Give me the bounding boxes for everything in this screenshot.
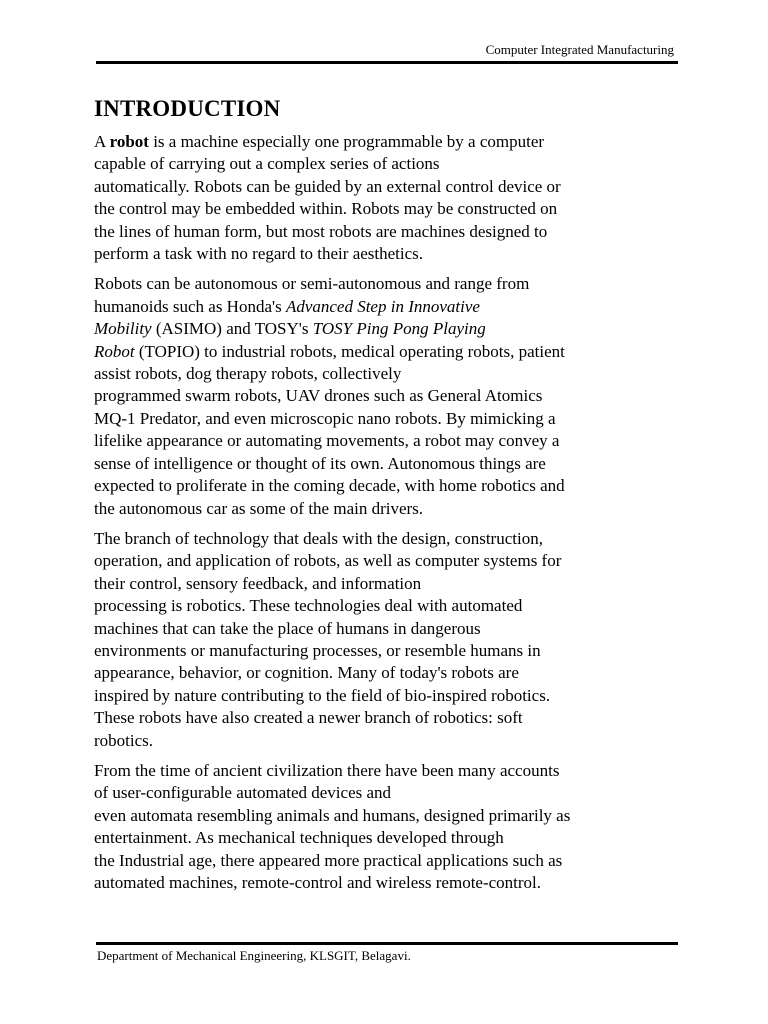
body-text [94, 131, 676, 894]
paragraph-robot-history [94, 760, 676, 894]
text-line: These robots have also created a newer branch of robotics: soft [94, 708, 523, 728]
text-line: (ASIMO) and TOSY's [151, 319, 313, 339]
paragraph-robot-types [94, 273, 676, 519]
text-line: processing is robotics. These technologies deal with automated [94, 596, 523, 616]
header-rule [96, 61, 678, 64]
text-line: the autonomous car as some of the main drivers. [94, 498, 424, 518]
footer-rule [96, 942, 678, 945]
text-line: (TOPIO) to industrial robots, medical operating robots, patient [134, 341, 565, 361]
text-line: From the time of ancient civilization there have been many accounts [94, 760, 560, 780]
text-line: lifelike appearance or automating movements, a robot may convey a [94, 431, 560, 451]
text-line: Robots can be autonomous or semi-autonomous and range from [94, 274, 530, 294]
paragraph-robotics-branch [94, 528, 676, 752]
text-line: is a machine especially one programmable by a computer [148, 132, 545, 151]
text-line: humanoids such as Honda's [94, 296, 286, 316]
text-line: operation, and application of robots, as well as computer systems for [94, 551, 562, 571]
term-robot: robot [109, 132, 149, 151]
text-line: MQ-1 Predator, and even microscopic nano robots. By mimicking a [94, 408, 556, 428]
text-line: environments or manufacturing processes, or resemble humans in [94, 640, 541, 660]
italic-term: Robot [94, 341, 135, 361]
text-line: programmed swarm robots, UAV drones such as General Atomics [94, 386, 543, 406]
text-line: even automata resembling animals and humans, designed primarily as [94, 805, 571, 825]
paragraph-robot-definition [94, 131, 676, 265]
italic-term: Advanced Step in Innovative [285, 296, 480, 316]
text-line: their control, sensory feedback, and information [94, 573, 422, 593]
text-line: perform a task with no regard to their aesthetics. [94, 244, 424, 264]
text-line: automatically. Robots can be guided by an external control device or [94, 176, 561, 196]
text-line: entertainment. As mechanical techniques developed through [94, 828, 504, 848]
header-running-title: Computer Integrated Manufacturing [485, 42, 674, 57]
text-line: appearance, behavior, or cognition. Many of today's robots are [94, 663, 519, 683]
text-line: machines that can take the place of humans in dangerous [94, 618, 481, 638]
text-line: A [94, 132, 110, 151]
text-line: capable of carrying out a complex series of actions [94, 154, 440, 174]
text-line: automated machines, remote-control and wireless remote-control. [94, 873, 542, 892]
text-line: assist robots, dog therapy robots, collectively [94, 364, 402, 384]
italic-term: Mobility [94, 319, 152, 339]
text-line: of user-configurable automated devices and [94, 783, 392, 803]
text-line: the control may be embedded within. Robots may be constructed on [94, 199, 558, 219]
text-line: sense of intelligence or thought of its own. Autonomous things are [94, 453, 546, 473]
italic-term: TOSY Ping Pong Playing [312, 319, 486, 339]
section-title: INTRODUCTION [94, 96, 281, 121]
text-line: the Industrial age, there appeared more practical applications such as [94, 850, 563, 870]
text-line: robotics. [94, 730, 154, 750]
text-line: the lines of human form, but most robots are machines designed to [94, 221, 548, 241]
footer-text: Department of Mechanical Engineering, KLSGIT, Belagavi. [97, 948, 411, 963]
text-line: inspired by nature contributing to the field of bio-inspired robotics. [94, 685, 551, 705]
text-line: expected to proliferate in the coming decade, with home robotics and [94, 476, 565, 496]
text-line: The branch of technology that deals with the design, construction, [94, 528, 543, 548]
